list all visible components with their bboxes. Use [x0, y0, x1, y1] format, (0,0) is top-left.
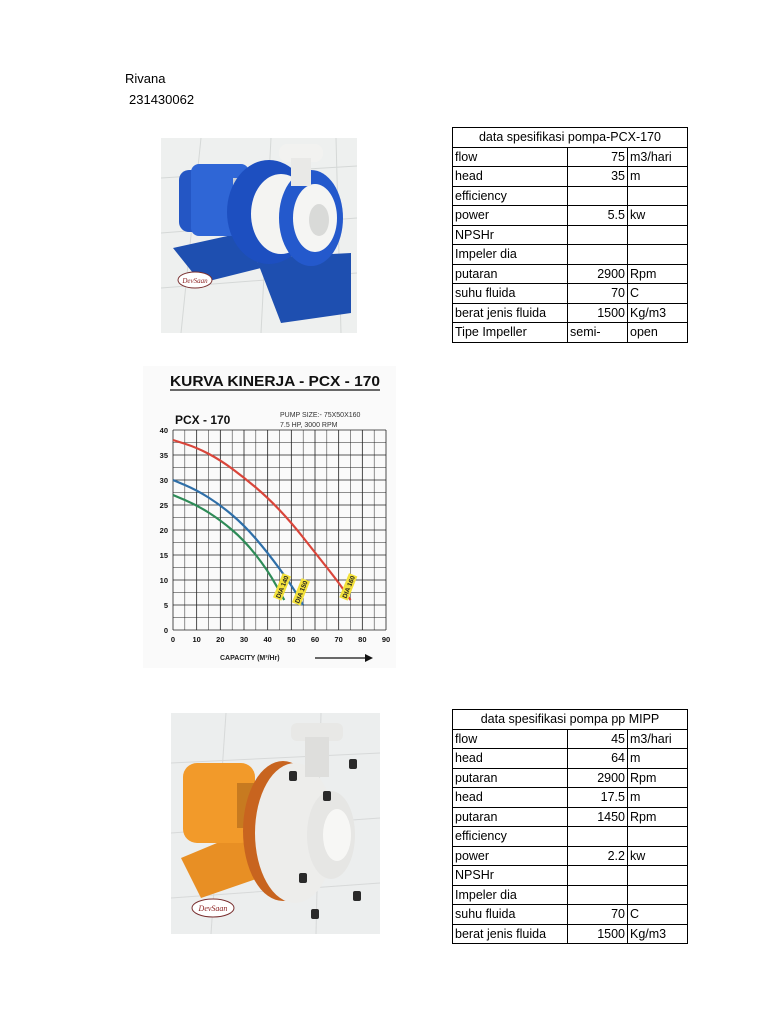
author-name: Rivana	[125, 71, 166, 86]
y-tick-label: 40	[159, 426, 168, 435]
table-row	[453, 846, 688, 866]
row-value: 45	[568, 729, 628, 749]
row-unit: open	[628, 323, 688, 343]
row-label: NPSHr	[453, 866, 568, 886]
pump-mipp-photo	[171, 713, 380, 934]
row-value: 70	[568, 905, 628, 925]
row-value	[568, 866, 628, 886]
table-title-row	[453, 128, 688, 148]
row-value: 17.5	[568, 788, 628, 808]
spec-table-mipp	[452, 709, 688, 944]
row-label: putaran	[453, 264, 568, 284]
row-value	[568, 885, 628, 905]
row-label: Impeler dia	[453, 885, 568, 905]
x-tick-label: 90	[381, 635, 391, 644]
x-tick-label: 40	[263, 635, 272, 644]
row-value	[568, 245, 628, 265]
table-row	[453, 827, 688, 847]
row-unit: kw	[628, 846, 688, 866]
table-row	[453, 303, 688, 323]
row-label: berat jenis fluida	[453, 924, 568, 944]
row-label: suhu fluida	[453, 905, 568, 925]
x-tick-label: 50	[287, 635, 296, 644]
row-value: 1450	[568, 807, 628, 827]
pump-pcx170-photo	[161, 138, 357, 333]
row-label: suhu fluida	[453, 284, 568, 304]
row-unit: kw	[628, 206, 688, 226]
performance-curve-chart	[143, 366, 396, 668]
row-value: 1500	[568, 924, 628, 944]
x-tick-label: 70	[334, 635, 343, 644]
author-nim: 231430062	[129, 92, 195, 107]
table-row	[453, 186, 688, 206]
row-unit	[628, 827, 688, 847]
chart-model-label: PCX - 170	[175, 413, 231, 427]
spec-table-pcx170	[452, 127, 688, 343]
row-unit: m3/hari	[628, 147, 688, 167]
row-unit: C	[628, 284, 688, 304]
x-tick-label: 10	[192, 635, 201, 644]
row-value: 70	[568, 284, 628, 304]
devsaan-badge-text: DevSaan	[182, 277, 208, 285]
row-unit: Rpm	[628, 807, 688, 827]
row-unit	[628, 866, 688, 886]
row-unit: m	[628, 749, 688, 769]
row-label: efficiency	[453, 827, 568, 847]
row-value: 2900	[568, 768, 628, 788]
y-tick-label: 5	[163, 601, 168, 610]
table-title: data spesifikasi pompa-PCX-170	[453, 128, 688, 148]
row-value: semi-	[568, 323, 628, 343]
row-value: 35	[568, 167, 628, 187]
row-label: putaran	[453, 807, 568, 827]
row-label: berat jenis fluida	[453, 303, 568, 323]
table-row	[453, 749, 688, 769]
row-unit: Rpm	[628, 264, 688, 284]
row-label: putaran	[453, 768, 568, 788]
row-label: head	[453, 749, 568, 769]
x-tick-label: 60	[310, 635, 320, 644]
row-label: flow	[453, 147, 568, 167]
table-row	[453, 885, 688, 905]
row-unit	[628, 186, 688, 206]
table-row	[453, 225, 688, 245]
row-unit	[628, 885, 688, 905]
table-row	[453, 788, 688, 808]
row-value: 75	[568, 147, 628, 167]
table-row	[453, 729, 688, 749]
table-title-row	[453, 710, 688, 730]
row-label: head	[453, 788, 568, 808]
row-unit	[628, 225, 688, 245]
x-tick-label: 20	[216, 635, 225, 644]
table-row	[453, 905, 688, 925]
x-axis-label: CAPACITY (M³/Hr)	[220, 655, 280, 662]
table-row	[453, 924, 688, 944]
table-row	[453, 245, 688, 265]
y-tick-label: 0	[163, 626, 168, 635]
row-unit: m	[628, 788, 688, 808]
curve-heading: KURVA KINERJA - PCX - 170	[170, 373, 380, 390]
y-tick-label: 20	[159, 526, 168, 535]
series-tag-label: DIA 140	[275, 574, 291, 600]
x-tick-label: 80	[358, 635, 367, 644]
row-value	[568, 186, 628, 206]
row-value: 2900	[568, 264, 628, 284]
row-label: NPSHr	[453, 225, 568, 245]
x-tick-label: 30	[239, 635, 249, 644]
table-row	[453, 147, 688, 167]
y-tick-label: 25	[159, 501, 168, 510]
pump-size-label: PUMP SIZE:- 75X50X160	[280, 412, 361, 419]
row-unit: m3/hari	[628, 729, 688, 749]
row-unit: Kg/m3	[628, 303, 688, 323]
row-value	[568, 225, 628, 245]
table-row	[453, 807, 688, 827]
row-label: Tipe Impeller	[453, 323, 568, 343]
row-unit: Kg/m3	[628, 924, 688, 944]
series-tag-label: DIA 150	[294, 579, 310, 605]
y-tick-label: 15	[159, 551, 168, 560]
table-row	[453, 323, 688, 343]
devsaan-badge-text: DevSaan	[198, 904, 228, 913]
y-tick-label: 30	[159, 476, 168, 485]
y-tick-label: 10	[159, 576, 168, 585]
row-label: power	[453, 846, 568, 866]
table-title: data spesifikasi pompa pp MIPP	[453, 710, 688, 730]
table-row	[453, 206, 688, 226]
row-value: 64	[568, 749, 628, 769]
table-row	[453, 866, 688, 886]
row-unit	[628, 245, 688, 265]
row-unit: m	[628, 167, 688, 187]
row-unit: Rpm	[628, 768, 688, 788]
row-label: power	[453, 206, 568, 226]
row-value	[568, 827, 628, 847]
row-value: 5.5	[568, 206, 628, 226]
table-row	[453, 167, 688, 187]
series-tag-label: DIA 160	[341, 574, 357, 600]
row-value: 1500	[568, 303, 628, 323]
table-row	[453, 264, 688, 284]
row-label: flow	[453, 729, 568, 749]
row-unit: C	[628, 905, 688, 925]
row-value: 2.2	[568, 846, 628, 866]
row-label: efficiency	[453, 186, 568, 206]
x-tick-label: 0	[170, 635, 176, 644]
row-label: Impeler dia	[453, 245, 568, 265]
table-row	[453, 284, 688, 304]
y-tick-label: 35	[159, 451, 168, 460]
table-row	[453, 768, 688, 788]
motor-spec-label: 7.5 HP, 3000 RPM	[280, 422, 338, 429]
row-label: head	[453, 167, 568, 187]
